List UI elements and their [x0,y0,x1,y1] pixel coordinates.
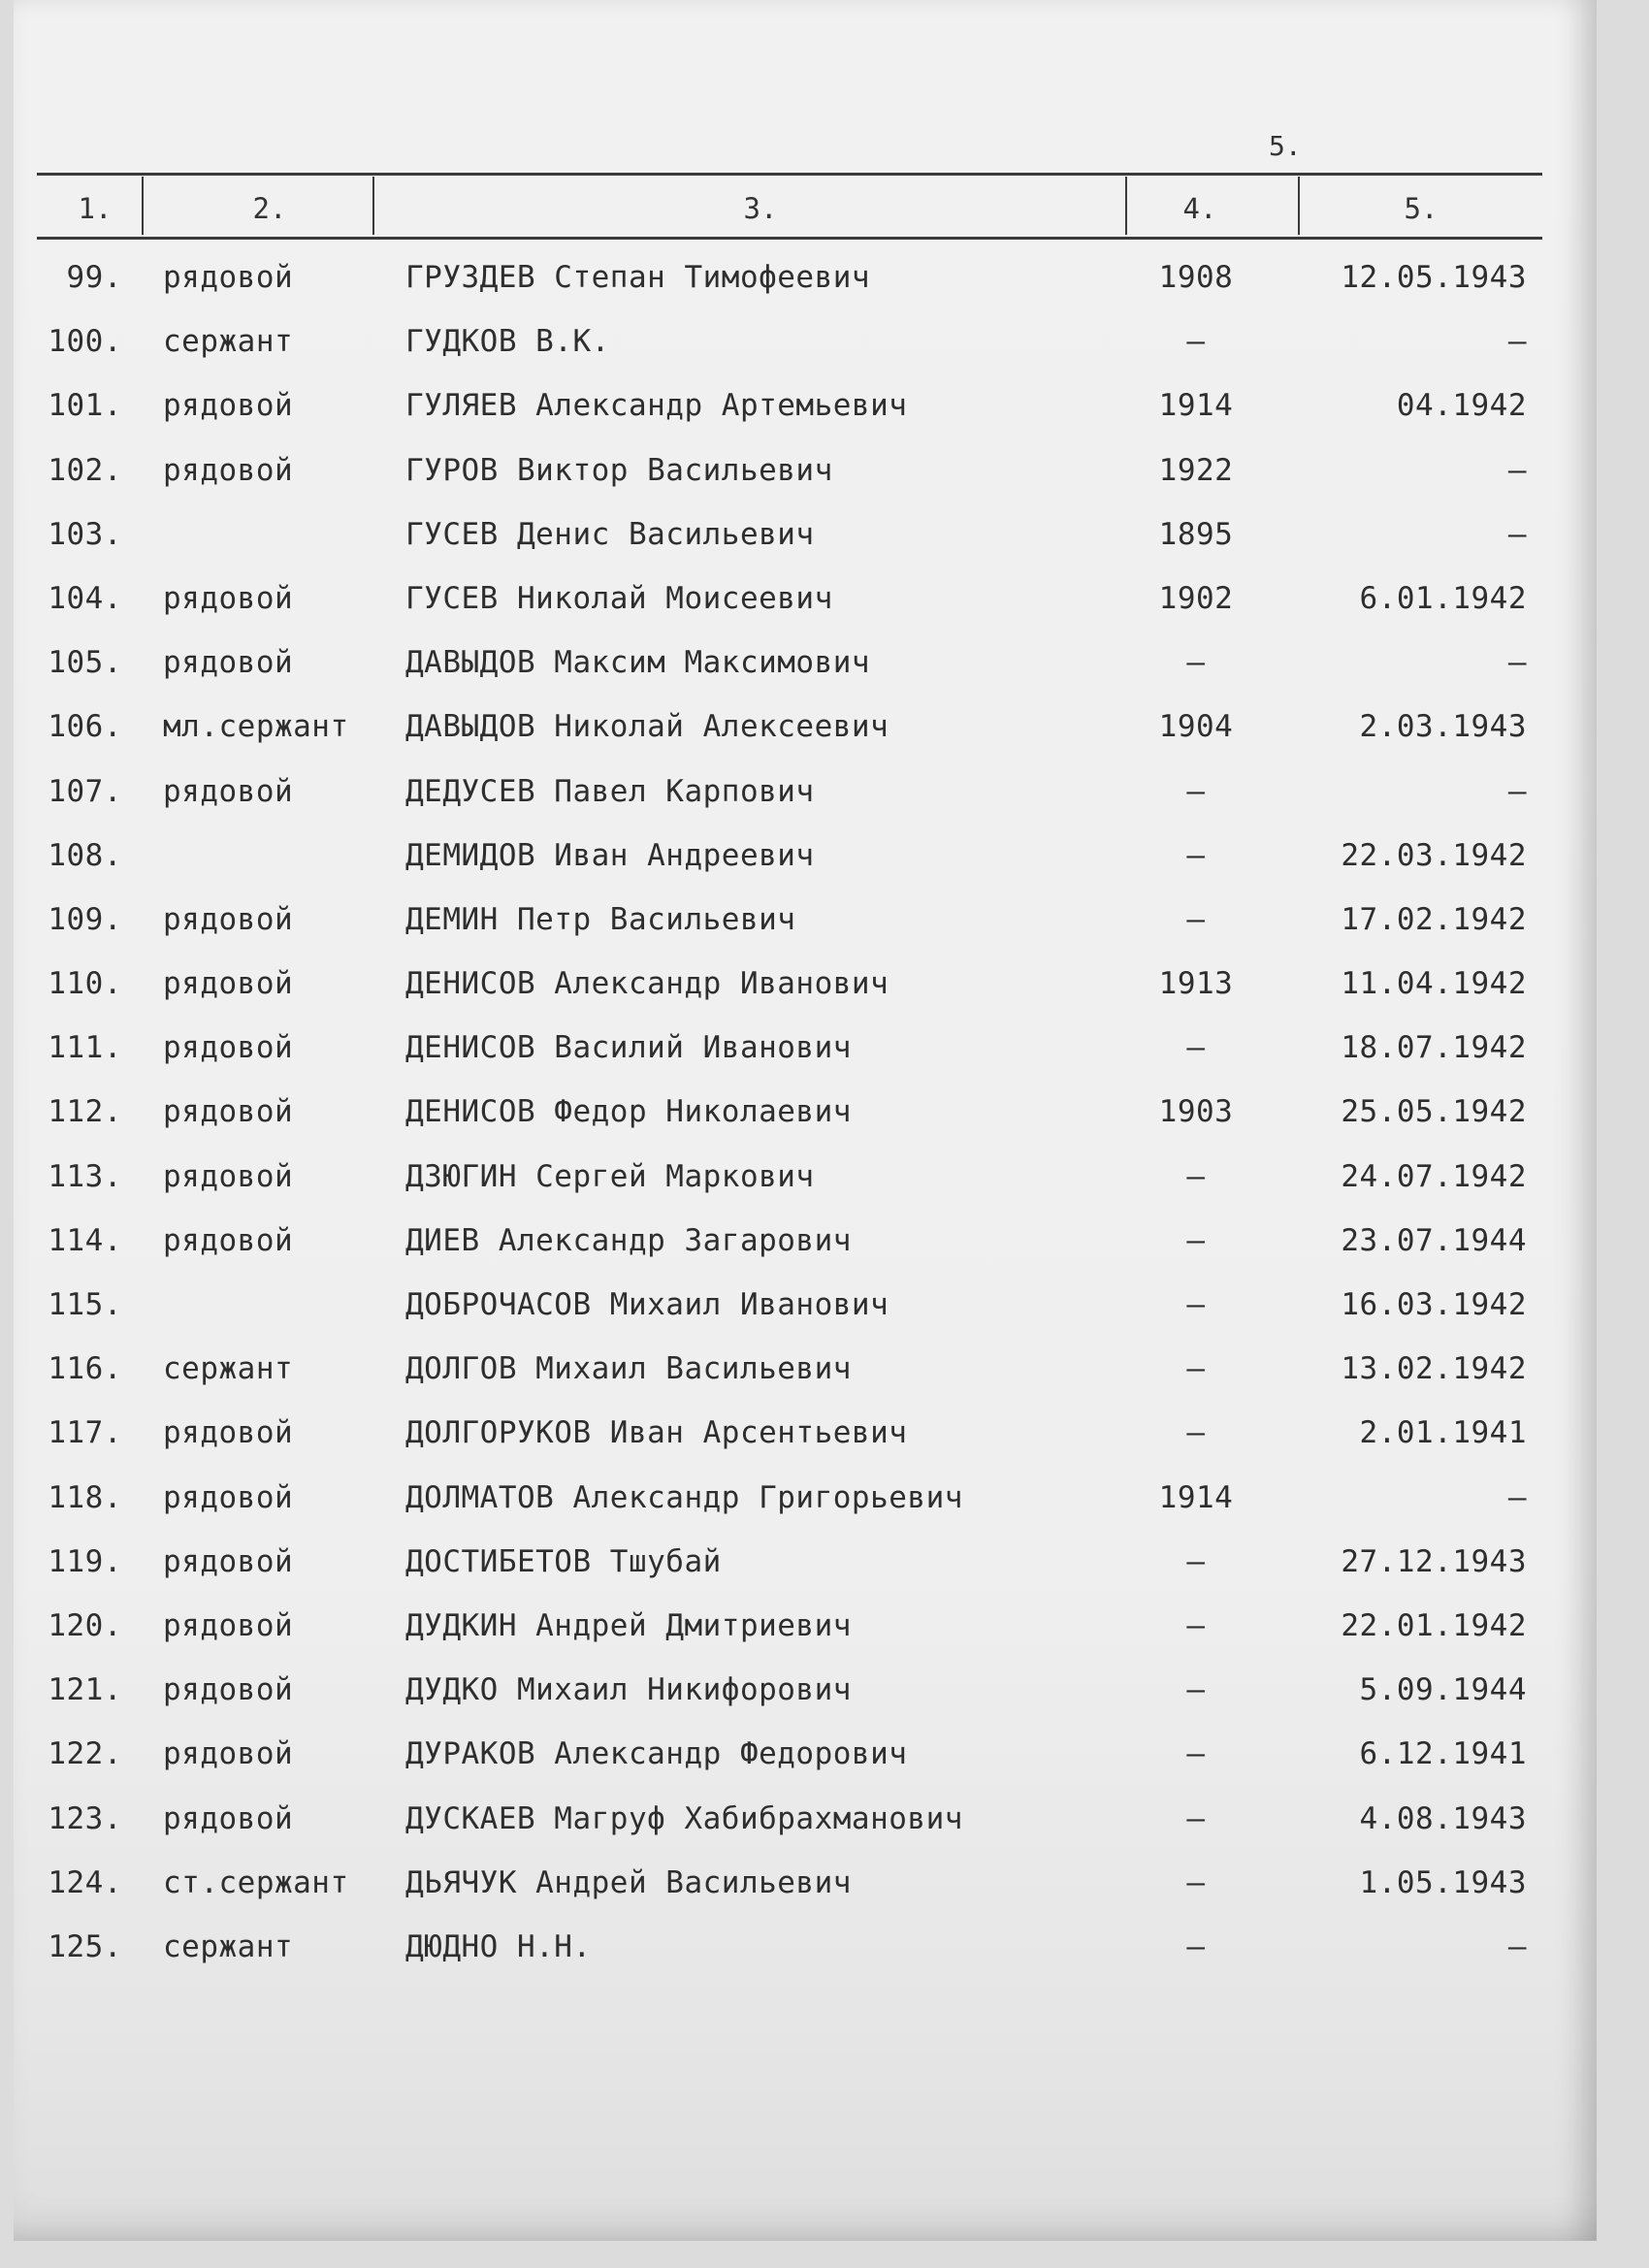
row-date: – [1507,1479,1527,1515]
row-rank: рядовой [163,966,294,1002]
row-date: 2.01.1941 [1359,1415,1527,1451]
table-row [37,632,1542,696]
row-rank: рядовой [163,1479,294,1515]
table-row [37,374,1542,438]
row-birth-year: – [1186,1030,1206,1066]
row-number: 115. [48,1287,122,1322]
row-name: ДУРАКОВ Александр Федорович [405,1736,908,1772]
row-date: 27.12.1943 [1341,1543,1527,1579]
row-date: – [1507,1928,1527,1964]
row-name: ДОЛГОРУКОВ Иван Арсентьевич [405,1415,908,1451]
row-name: ДОСТИБЕТОВ Тшубай [405,1543,722,1579]
row-birth-year: – [1186,1672,1206,1708]
row-name: ГУСЕВ Денис Васильевич [405,516,815,552]
row-rank: рядовой [163,388,294,424]
row-birth-year: – [1186,1864,1206,1900]
row-birth-year: – [1186,1158,1206,1194]
table-row [37,825,1542,889]
row-name: ГУСЕВ Николай Моисеевич [405,580,833,616]
row-birth-year: – [1186,901,1206,937]
document-page [14,0,1597,2241]
row-rank: рядовой [163,1158,294,1194]
row-birth-year: – [1186,1928,1206,1964]
table-header-rule [37,237,1542,240]
row-rank: рядовой [163,1800,294,1836]
row-date: 5.09.1944 [1359,1672,1527,1708]
row-birth-year: 1914 [1158,1479,1234,1515]
row-name: ДЕДУСЕВ Павел Карпович [405,773,815,809]
row-rank: рядовой [163,645,294,681]
row-birth-year: – [1186,837,1206,873]
row-name: ДАВЫДОВ Николай Алексеевич [405,709,889,745]
row-rank: рядовой [163,1607,294,1643]
row-name: ДЕНИСОВ Александр Иванович [405,966,889,1002]
table-row [37,953,1542,1017]
row-birth-year: – [1186,1222,1206,1258]
row-name: ДЕМИН Петр Васильевич [405,901,796,937]
row-birth-year: – [1186,1287,1206,1322]
row-birth-year: 1913 [1158,966,1234,1002]
table-row [37,1081,1542,1145]
row-birth-year: 1922 [1158,452,1234,488]
row-date: 18.07.1942 [1341,1030,1527,1066]
row-date: 6.01.1942 [1359,580,1527,616]
row-name: ДОЛГОВ Михаил Васильевич [405,1351,852,1387]
row-birth-year: – [1186,1351,1206,1387]
row-birth-year: 1914 [1158,388,1234,424]
row-rank: сержант [163,1351,294,1387]
row-rank: рядовой [163,1030,294,1066]
row-number: 103. [48,516,122,552]
row-name: ГРУЗДЕВ Степан Тимофеевич [405,260,871,295]
row-name: ДИЕВ Александр Загарович [405,1222,852,1258]
row-rank: рядовой [163,1222,294,1258]
row-date: 24.07.1942 [1341,1158,1527,1194]
table-row [37,1017,1542,1081]
row-number: 125. [48,1928,122,1964]
row-rank: рядовой [163,1415,294,1451]
row-number: 122. [48,1736,122,1772]
table-row [37,439,1542,503]
table-row [37,1788,1542,1852]
row-name: ГУРОВ Виктор Васильевич [405,452,833,488]
row-name: ДАВЫДОВ Максим Максимович [405,645,871,681]
row-birth-year: 1895 [1158,516,1234,552]
row-number: 117. [48,1415,122,1451]
row-name: ДЬЯЧУК Андрей Васильевич [405,1864,852,1900]
row-date: 25.05.1942 [1341,1094,1527,1130]
page-number: 5. [1269,130,1302,162]
table-body [37,246,1542,1980]
column-header-2: 2. [252,192,287,225]
row-date: 17.02.1942 [1341,901,1527,937]
row-rank: ст.сержант [163,1864,349,1900]
column-header-1: 1. [78,192,113,225]
row-name: ДУСКАЕВ Магруф Хабибрахманович [405,1800,963,1836]
row-number: 110. [48,966,122,1002]
row-date: 23.07.1944 [1341,1222,1527,1258]
row-number: 124. [48,1864,122,1900]
row-number: 106. [48,709,122,745]
column-header-3: 3. [743,192,778,225]
row-birth-year: 1903 [1158,1094,1234,1130]
row-number: 108. [48,837,122,873]
table-row [37,1274,1542,1338]
row-date: 2.03.1943 [1359,709,1527,745]
table-row [37,503,1542,567]
row-rank: рядовой [163,773,294,809]
row-date: 13.02.1942 [1341,1351,1527,1387]
row-rank: рядовой [163,1543,294,1579]
row-name: ДУДКИН Андрей Дмитриевич [405,1607,852,1643]
row-birth-year: 1904 [1158,709,1234,745]
table-row [37,1467,1542,1531]
row-number: 120. [48,1607,122,1643]
row-name: ДЕНИСОВ Василий Иванович [405,1030,852,1066]
row-date: 22.03.1942 [1341,837,1527,873]
table-row [37,1659,1542,1723]
table-row [37,1852,1542,1916]
table-row [37,1338,1542,1402]
table-row [37,761,1542,825]
row-rank: рядовой [163,1736,294,1772]
row-name: ДОБРОЧАСОВ Михаил Иванович [405,1287,889,1322]
row-number: 104. [48,580,122,616]
table-row [37,889,1542,953]
row-date: – [1507,452,1527,488]
row-birth-year: 1902 [1158,580,1234,616]
table-top-rule [37,173,1542,176]
row-number: 119. [48,1543,122,1579]
row-date: – [1507,324,1527,360]
row-date: 22.01.1942 [1341,1607,1527,1643]
row-birth-year: – [1186,324,1206,360]
row-rank: рядовой [163,901,294,937]
row-date: – [1507,645,1527,681]
table-row [37,1210,1542,1274]
table-row [37,1402,1542,1466]
table-row [37,1146,1542,1210]
row-birth-year: – [1186,645,1206,681]
row-date: – [1507,516,1527,552]
row-number: 107. [48,773,122,809]
row-name: ДЗЮГИН Сергей Маркович [405,1158,815,1194]
table-row [37,696,1542,760]
column-header-5: 5. [1404,192,1439,225]
row-rank: мл.сержант [163,709,349,745]
row-date: 04.1942 [1396,388,1527,424]
row-rank: рядовой [163,260,294,295]
row-number: 101. [48,388,122,424]
row-rank: рядовой [163,1094,294,1130]
row-name: ГУЛЯЕВ Александр Артемьевич [405,388,908,424]
row-number: 123. [48,1800,122,1836]
table-row [37,567,1542,632]
row-number: 114. [48,1222,122,1258]
table-row [37,1723,1542,1787]
row-name: ДУДКО Михаил Никифорович [405,1672,852,1708]
table-row [37,246,1542,310]
row-date: 4.08.1943 [1359,1800,1527,1836]
row-number: 118. [48,1479,122,1515]
row-number: 112. [48,1094,122,1130]
row-date: 16.03.1942 [1341,1287,1527,1322]
table-row [37,310,1542,374]
row-number: 113. [48,1158,122,1194]
row-number: 121. [48,1672,122,1708]
row-name: ДЕМИДОВ Иван Андреевич [405,837,815,873]
row-name: ДЕНИСОВ Федор Николаевич [405,1094,852,1130]
row-birth-year: – [1186,1736,1206,1772]
row-number: 105. [48,645,122,681]
row-birth-year: – [1186,1800,1206,1836]
row-rank: рядовой [163,580,294,616]
row-number: 109. [48,901,122,937]
row-name: ГУДКОВ В.К. [405,324,610,360]
row-rank: сержант [163,324,294,360]
row-number: 102. [48,452,122,488]
row-date: 12.05.1943 [1341,260,1527,295]
row-number: 111. [48,1030,122,1066]
table-row [37,1531,1542,1595]
row-birth-year: – [1186,1543,1206,1579]
row-birth-year: – [1186,1415,1206,1451]
column-header-4: 4. [1182,192,1217,225]
row-rank: рядовой [163,1672,294,1708]
row-birth-year: – [1186,1607,1206,1643]
row-date: – [1507,773,1527,809]
row-name: ДОЛМАТОВ Александр Григорьевич [405,1479,963,1515]
row-number: 99. [66,260,122,295]
row-number: 100. [48,324,122,360]
row-birth-year: 1908 [1158,260,1234,295]
row-rank: рядовой [163,452,294,488]
row-birth-year: – [1186,773,1206,809]
row-number: 116. [48,1351,122,1387]
row-date: 6.12.1941 [1359,1736,1527,1772]
row-rank: сержант [163,1928,294,1964]
row-date: 11.04.1942 [1341,966,1527,1002]
table-row [37,1916,1542,1980]
row-date: 1.05.1943 [1359,1864,1527,1900]
table-row [37,1595,1542,1659]
row-name: ДЮДНО Н.Н. [405,1928,592,1964]
